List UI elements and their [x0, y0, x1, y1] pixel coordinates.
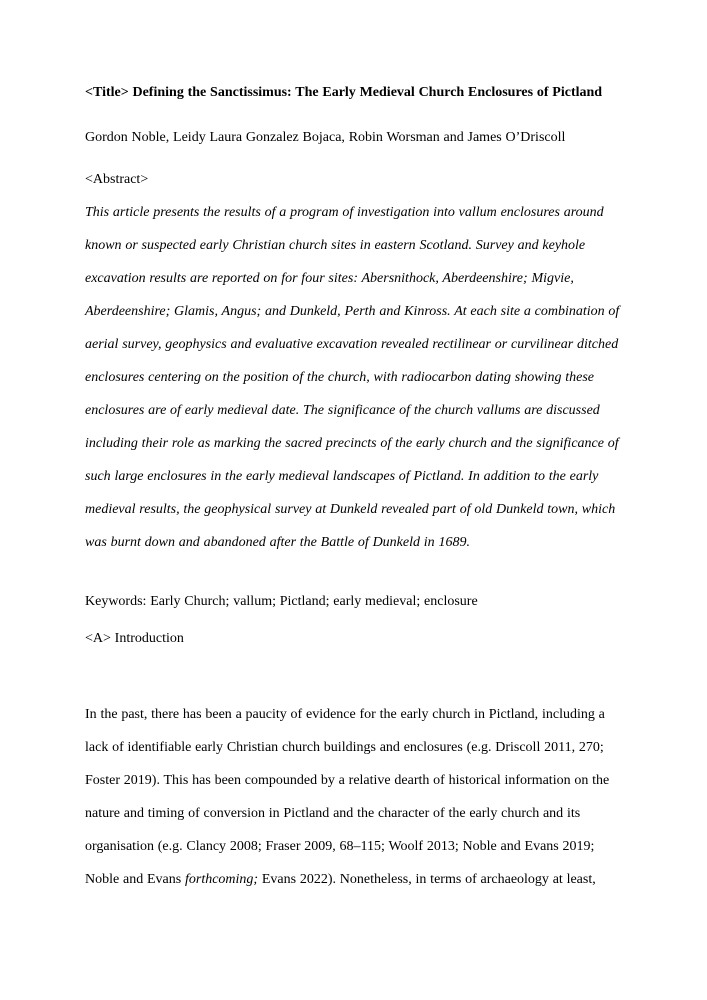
- abstract-label: <Abstract>: [85, 172, 149, 187]
- paper-title: <Title> Defining the Sanctissimus: The Early Medieval Church Enclosures of Pictland: [85, 85, 603, 100]
- abstract-text: This article presents the results of a program of investigation into vallum enclosures around known or suspected early Christian church sites in eastern Scotland. Survey and keyhole excavation results are reported on for four sites: Abersnithock, Aberdeenshire; Migvie, Aberdeenshire; Glamis, Angus; and Dunkeld, Perth and Kinross. At each site a combination of aerial survey, geophysics and evaluative excavation revealed rectilinear or curvilinear ditched enclosures centering on the position of the church, with radiocarbon dating showing these enclosures are of early medieval date. The significance of the church vallums are discussed including their role as marking the sacred precincts of the early church and the significance of such large enclosures in the early medieval landscapes of Pictland. In addition to the early medieval results, the geophysical survey at Dunkeld revealed part of old Dunkeld town, which was burnt down and abandoned after the Battle of Dunkeld in 1689.: [85, 205, 620, 550]
- text-segment: forthcoming;: [184, 872, 259, 887]
- introduction-paragraph: [85, 698, 622, 896]
- text-segment: In the past, there has been a paucity of evidence for the early church in Pictland, including a lack of identifiable early Christian church buildings and enclosures (e.g. Driscoll 2011, 270; Foster 2019). This has been compounded by a relative dearth of historical information on the nature and timing of conversion in Pictland and the character of the early church and its organisation (e.g. Clancy 2008; Fraser 2009, 68–115; Woolf 2013; Noble and Evans 2019; Noble and Evans: [85, 707, 610, 887]
- keywords-line: Keywords: Early Church; vallum; Pictland; early medieval; enclosure: [85, 594, 478, 609]
- text-segment: Evans 2022). Nonetheless, in terms of archaeology at least,: [258, 872, 596, 887]
- introduction-heading: <A> Introduction: [85, 631, 184, 646]
- author-line: Gordon Noble, Leidy Laura Gonzalez Bojaca, Robin Worsman and James O’Driscoll: [85, 130, 566, 145]
